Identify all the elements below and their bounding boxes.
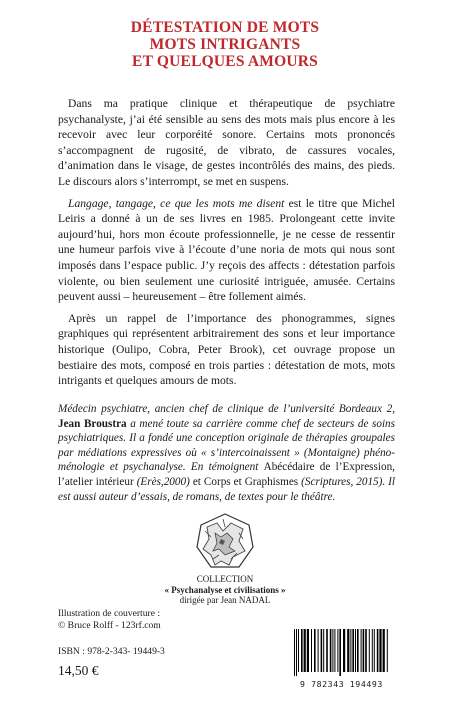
blurb-paragraph-3: Après un rappel de l’importance des phonogrammes, signes graphiques qui représentent arbitrairement des sons et leur importance historique (Oulipo, Cobra, Peter Brook), cet ouvrage propose un bestiaire des mots, composé en trois parties : détestation de mots, mots intrigants et quelques amours de mots. [58, 311, 395, 388]
blurb-paragraph-1: Dans ma pratique clinique et thérapeutique de psychiatre psychanalyste, j’ai été sensible au sens des mots mais plus encore à les recevoir avec leur corporéité sonore. Certains mots prononcés s’accompagnent de rugosité, de vibrato, de cassures vocales, d’animation dans le visage, de gestes incontrôlés des mains, des pieds. Le discours alors s’interrompt, se met en suspens. [58, 97, 395, 188]
title-line-1: DÉTESTATION DE MOTS [130, 19, 320, 36]
book-title [0, 19, 450, 70]
collection-label: COLLECTION [196, 574, 254, 584]
price: 14,50 € [58, 663, 99, 678]
barcode-bars-icon [288, 627, 395, 677]
bio-and: et [189, 475, 204, 488]
isbn: ISBN : 978-2-343- 19449-3 [58, 646, 165, 657]
publisher-logo-icon [193, 511, 257, 571]
collection-info [0, 574, 450, 606]
illustration-credit: © Bruce Rolff - 123rf.com [58, 619, 161, 631]
barcode [288, 627, 395, 689]
illustration-label: Illustration de couverture : [58, 608, 161, 619]
work-publisher-1: (Erès,2000) [133, 475, 190, 488]
work-title-1: Abécédaire de l’Expression, l’atelier intérieur [58, 461, 395, 488]
author-name: Jean Broustra [58, 417, 127, 430]
title-line-3: ET QUELQUES AMOURS [132, 53, 318, 70]
bio-text-1: Médecin psychiatre, ancien chef de clinique de l’université Bordeaux 2, [58, 403, 395, 415]
collection-director: dirigée par Jean NADAL [179, 595, 271, 606]
author-bio [58, 402, 395, 504]
cover-credits [58, 608, 161, 632]
collection-name: « Psychanalyse et civilisations » [164, 584, 286, 595]
blurb-paragraph-2-text: est le titre que Michel Leiris a donné à un de ses livres en 1985. Prolongeant cette invite aujourd’hui, hors mon écoute professionnelle, je ne cesse de ressentir une humeur parfois vive à l’écoute d’une noria de mots qui nous sont imposés dans l’espace public. J’y reçois des affects : détestation parfois violente, ou bien seulement une curiosité intriguée, amusée. Certains peuvent aussi – heureusement – être follement aimés. [58, 196, 395, 304]
bio-text-3: Il est aussi auteur d’essais, de romans, de textes pour le théâtre. [58, 475, 395, 503]
back-cover-blurb [58, 96, 395, 395]
leiris-book-title: Langage, tangage, ce que les mots me disent [68, 196, 285, 210]
blurb-paragraph-2 [58, 196, 395, 305]
barcode-number: 9 782343 194493 [300, 679, 383, 689]
work-publisher-2: (Scriptures, 2015). [298, 475, 386, 488]
bio-text-2: a mené toute sa carrière comme chef de secteurs de soins psychiatriques. Il a fondé une conception originale de thérapies groupales par médiations expressives où « s’intercoinaissent » (Montaigne) phéno-ménologie et psychanalyse. En témoignent [58, 417, 396, 474]
title-line-2: MOTS INTRIGANTS [149, 36, 301, 53]
work-title-2: Corps et Graphismes [203, 475, 299, 488]
